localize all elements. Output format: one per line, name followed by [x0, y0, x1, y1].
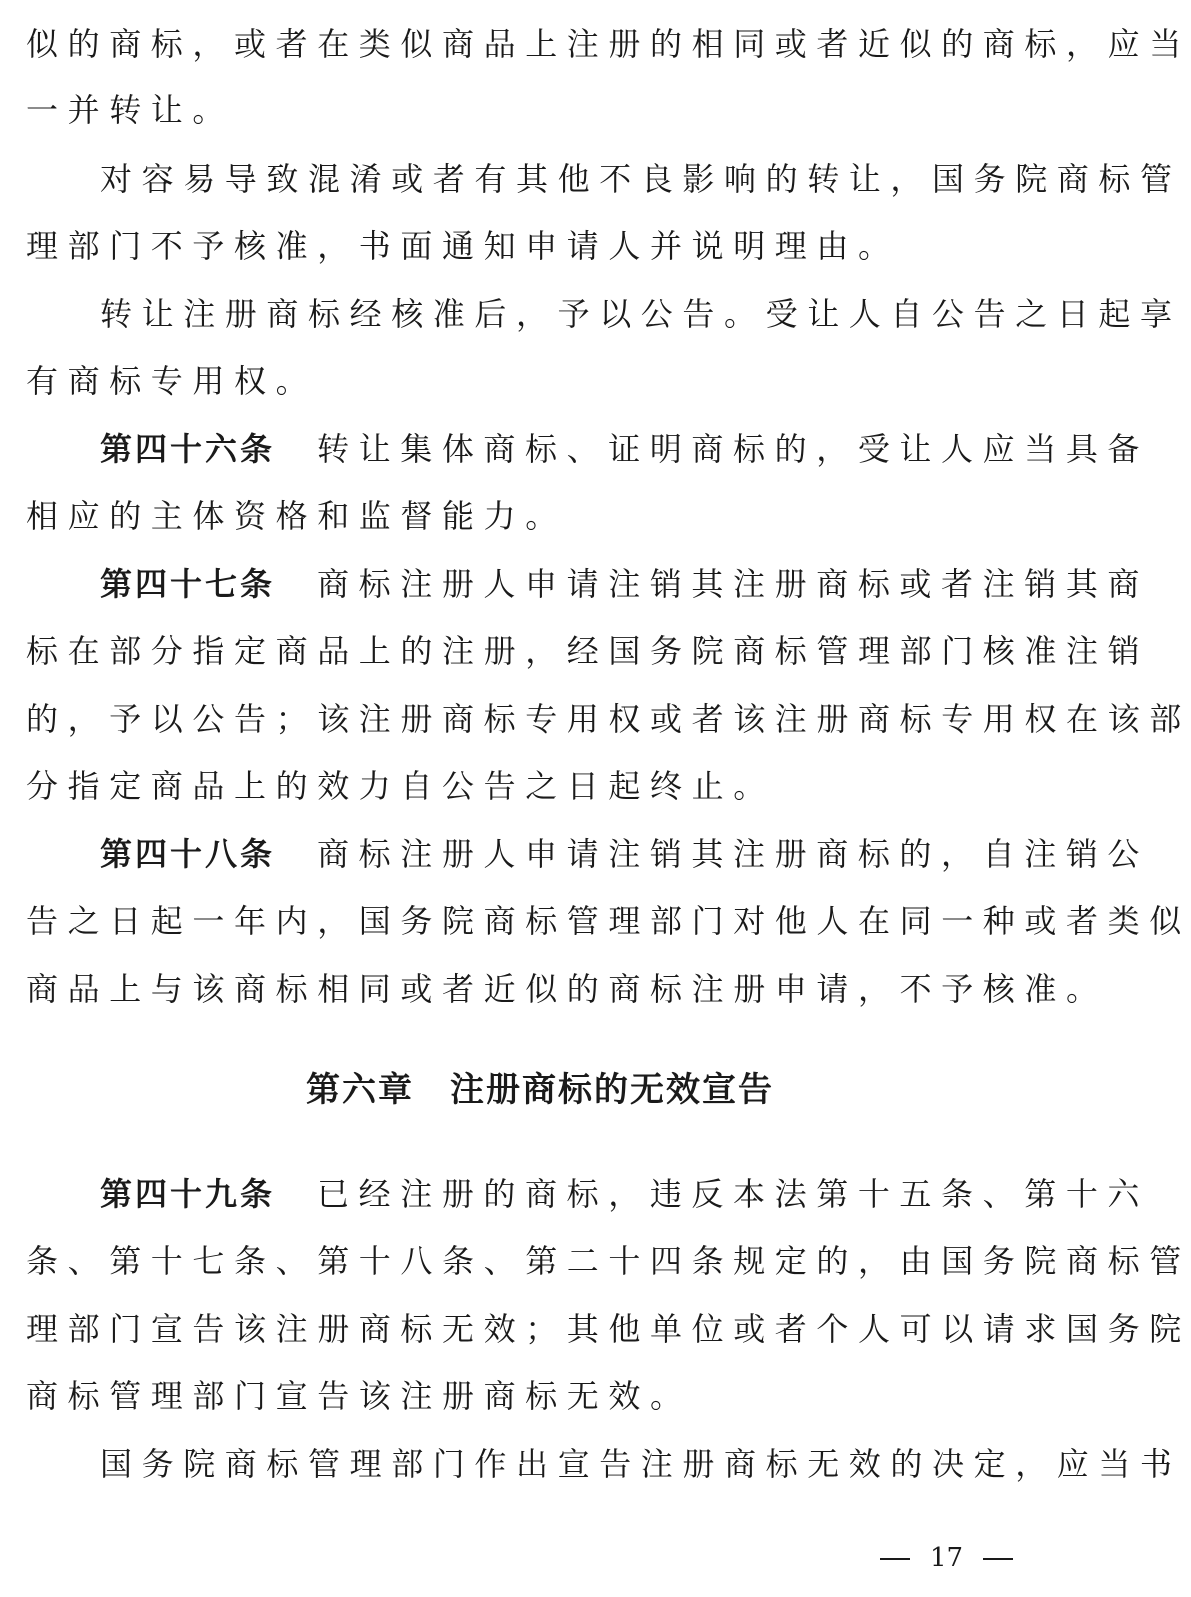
chapter-heading — [0, 1064, 1080, 1116]
text-line: 理部门宣告该注册商标无效；其他单位或者个人可以请求国务院 — [26, 1310, 1191, 1348]
text-line: 告之日起一年内，国务院商标管理部门对他人在同一种或者类似 — [26, 902, 1191, 940]
text-line: 有商标专用权。 — [26, 362, 318, 400]
text-line: 国务院商标管理部门作出宣告注册商标无效的决定，应当书 — [100, 1445, 1182, 1483]
text-line: 条、第十七条、第十八条、第二十四条规定的，由国务院商标管 — [26, 1242, 1191, 1280]
page-number — [860, 1538, 1040, 1578]
dash-decoration — [880, 1558, 910, 1560]
text-line: 转让注册商标经核准后，予以公告。受让人自公告之日起享 — [100, 295, 1182, 333]
page-number-value: 17 — [930, 1543, 964, 1573]
article-text: 商标注册人申请注销其注册商标或者注销其商 — [317, 565, 1150, 603]
article-text: 转让集体商标、证明商标的，受让人应当具备 — [317, 430, 1150, 468]
article-heading: 第四十八条 — [100, 835, 276, 873]
dash-decoration — [983, 1558, 1013, 1560]
article-heading: 第四十六条 — [100, 430, 276, 468]
article-heading: 第四十七条 — [100, 565, 276, 603]
chapter-number: 第六章 — [306, 1070, 414, 1110]
text-line: 一并转让。 — [26, 91, 235, 129]
text-line: 理部门不予核准，书面通知申请人并说明理由。 — [26, 227, 900, 265]
text-line: 分指定商品上的效力自公告之日起终止。 — [26, 767, 775, 805]
article-text: 已经注册的商标，违反本法第十五条、第十六 — [317, 1175, 1150, 1213]
text-line: 对容易导致混淆或者有其他不良影响的转让，国务院商标管 — [100, 160, 1182, 198]
article-48 — [100, 830, 1150, 878]
article-text: 商标注册人申请注销其注册商标的，自注销公 — [317, 835, 1150, 873]
article-47 — [100, 560, 1150, 608]
article-49 — [100, 1170, 1150, 1218]
article-46 — [100, 425, 1150, 473]
article-heading: 第四十九条 — [100, 1175, 276, 1213]
text-line: 似的商标，或者在类似商品上注册的相同或者近似的商标，应当 — [26, 25, 1191, 63]
text-line: 商品上与该商标相同或者近似的商标注册申请，不予核准。 — [26, 970, 1108, 1008]
text-line: 的，予以公告；该注册商标专用权或者该注册商标专用权在该部 — [26, 700, 1191, 738]
text-line: 相应的主体资格和监督能力。 — [26, 497, 567, 535]
text-line: 标在部分指定商品上的注册，经国务院商标管理部门核准注销 — [26, 632, 1150, 670]
chapter-title: 注册商标的无效宣告 — [450, 1070, 774, 1110]
text-line: 商标管理部门宣告该注册商标无效。 — [26, 1377, 692, 1415]
